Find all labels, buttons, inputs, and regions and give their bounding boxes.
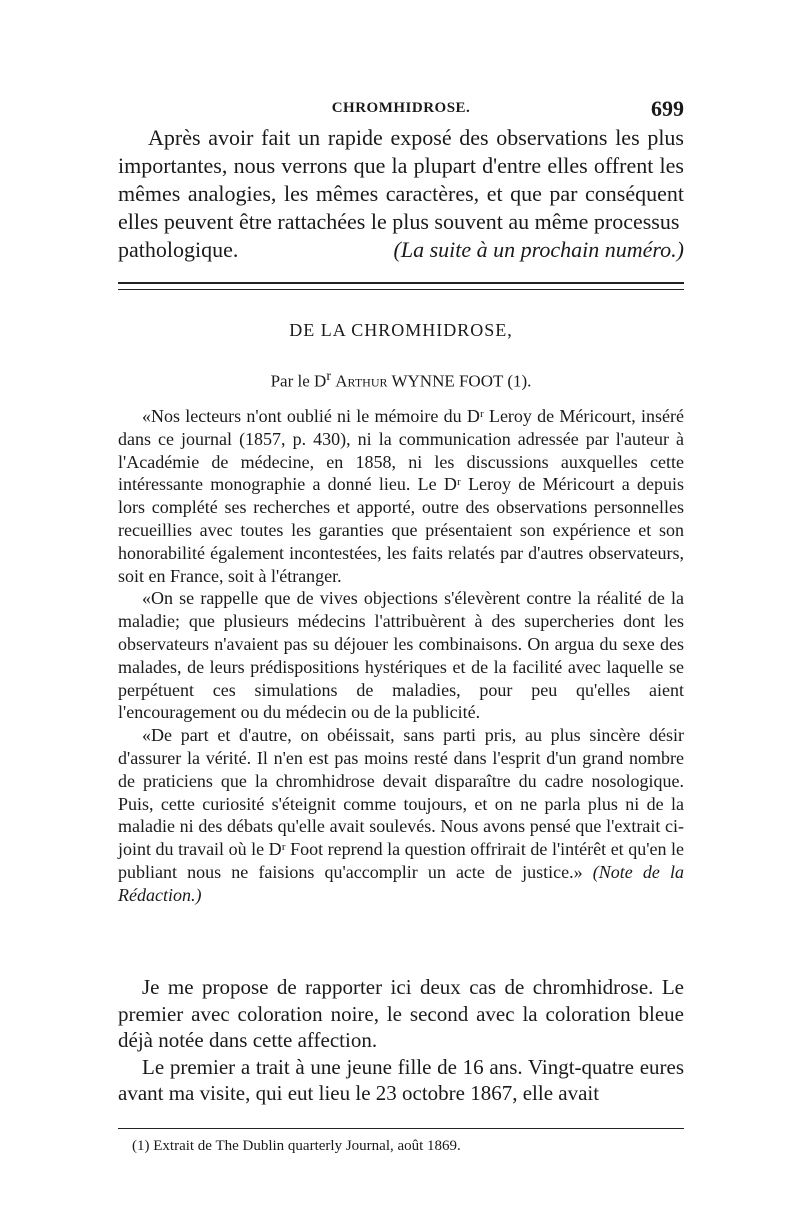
- page-number: 699: [651, 96, 684, 121]
- editorial-note: (Note de la Rédaction.): [118, 861, 684, 905]
- quote-paragraph: «De part et d'autre, on obéissait, sans parti pris, au plus sincère désir d'assurer la vérité. Il n'en est pas moins resté dans l'esprit d'un grand nombre de praticiens que la chromhidrose devait disparaître du cadre nosologique. Puis, cette curiosité s'éteignit comme toujours, et on ne parla plus ni de la maladie ni des débats qu'elle avait soulevés. Nous avons pensé que l'extrait ci-joint du travail où le Dʳ Foot reprend la question offrirait de l'intérêt et qu'en le publiant nous ne faisions qu'accomplir un acte de justice.»: [118, 725, 684, 882]
- suite-note: (La suite à un prochain numéro.): [393, 237, 684, 262]
- byline-sup: r: [326, 368, 332, 384]
- body-paragraph: Je me propose de rapporter ici deux cas de chromhidrose. Le premier avec coloration noire, le second avec la coloration bleue déjà notée dans cette affection.: [118, 975, 684, 1052]
- running-head: [118, 96, 684, 122]
- intro-paragraph: [118, 124, 684, 264]
- byline-prefix: Par le D: [270, 371, 327, 391]
- footnote-rule: [118, 1128, 684, 1129]
- footnote: (1) Extrait de The Dublin quarterly Journal, août 1869.: [132, 1138, 461, 1154]
- intro-text: Après avoir fait un rapide exposé des observations les plus importantes, nous verrons que la plupart d'entre elles offrent les mêmes analogies, les mêmes caractères, et que par conséquent elles peuvent être rattachées le plus souvent au même processus: [118, 125, 684, 234]
- body-paragraph: Le premier a trait à une jeune fille de 16 ans. Vingt-quatre eures avant ma visite, qui eut lieu le 23 octobre 1867, elle avait: [118, 1054, 684, 1105]
- article-body: [118, 974, 684, 1107]
- intro-last-line: [118, 236, 684, 264]
- editorial-quote: [118, 405, 684, 907]
- author-first-name: Arthur: [335, 371, 388, 391]
- byline: [118, 368, 684, 392]
- article-title: DE LA CHROMHIDROSE,: [289, 320, 513, 340]
- author-last-name: WYNNE FOOT (1).: [391, 371, 532, 391]
- quote-paragraph: «Nos lecteurs n'ont oublié ni le mémoire du Dʳ Leroy de Méricourt, inséré dans ce journal (1857, p. 430), ni la communication adressée par l'auteur à l'Académie de médecine, en 1858, ni les discussions auxquelles cette intéressante monographie a donné lieu. Le Dʳ Leroy de Méricourt a depuis lors complété ses recherches et apporté, outre des observations personnelles recueillies avec toutes les garanties que présentaient son expérience et son honorabilité également incontestées, les faits relatés par d'autres observateurs, soit en France, soit à l'étranger.: [118, 406, 684, 586]
- running-title: CHROMHIDROSE.: [331, 100, 471, 116]
- section-divider: [118, 282, 684, 290]
- intro-last-word: pathologique.: [118, 237, 239, 262]
- quote-paragraph: «On se rappelle que de vives objections s'élevèrent contre la réalité de la maladie; que plusieurs médecins l'attribuèrent à des supercheries dont les observateurs n'avaient pas su déjouer les combinaisons. On argua du sexe des malades, de leurs prédispositions hystériques et de la facilité avec laquelle se perpétuent ces simulations de maladies, pour peu qu'elles aient l'encouragement ou du médecin ou de la publicité.: [118, 588, 684, 723]
